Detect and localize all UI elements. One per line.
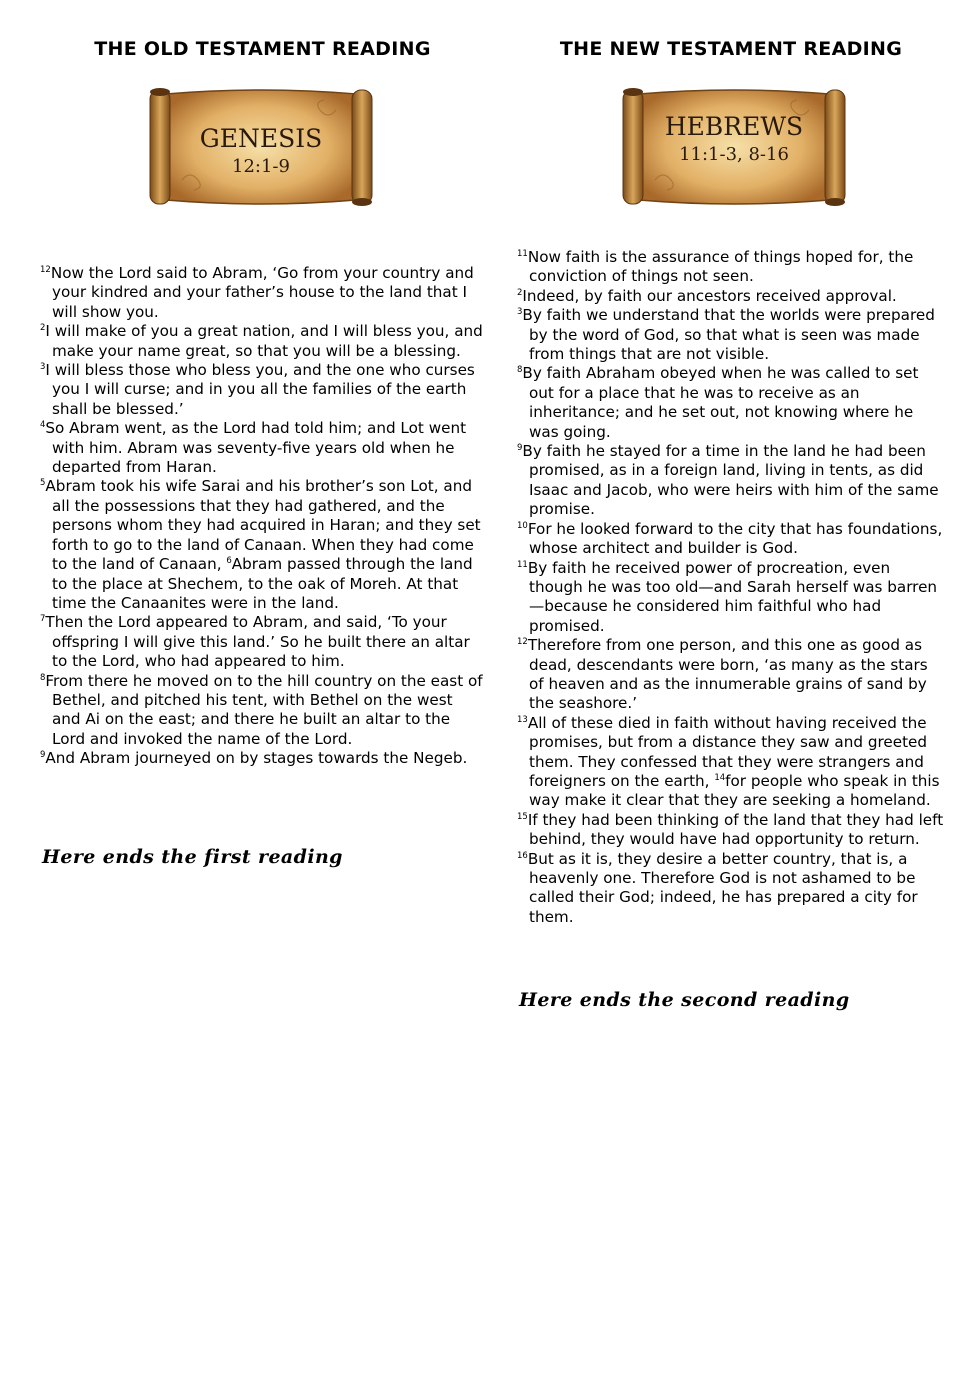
verse-text: By faith he received power of procreation, even though he was too old—and Sarah herself was barren—because he considered him faithful who had promised.	[527, 558, 938, 635]
verse	[40, 672, 485, 750]
verse	[40, 477, 485, 613]
verse	[517, 287, 945, 306]
verse-text: Abram took his wife Sarai and his brother’s son Lot, and all the possessions that they had gathered, and the persons whom they had acquired in Haran; and they set forth to go to the land of Canaan. When they had come to the land of Canaan,	[45, 477, 481, 574]
verse	[40, 264, 485, 322]
verse	[517, 636, 945, 714]
verse-text: From there he moved on to the hill country on the east of Bethel, and pitched his tent, with Bethel on the west and Ai on the east; and there he built an altar to the Lord and invoked the name of the Lord.	[45, 671, 483, 748]
verse-number: 4	[40, 420, 46, 431]
scroll-book-title: GENESIS	[199, 124, 323, 153]
verse-text: for people who speak in this way make it clear that they are seeking a homeland.	[529, 771, 940, 810]
verse-text: And Abram journeyed on by stages towards the Negeb.	[45, 749, 468, 768]
verse-text: Then the Lord appeared to Abram, and said, ‘To your offspring I will give this land.’ So he built there an altar to the Lord, who had appeared to him.	[45, 613, 470, 671]
verse-number: 11	[517, 249, 528, 259]
verse-number: 11	[517, 559, 528, 570]
verse	[517, 714, 945, 811]
verse-number: 16	[517, 850, 528, 861]
scroll-book-title: HEBREWS	[664, 112, 804, 141]
verse	[517, 248, 945, 287]
verse-number: 12	[40, 265, 51, 275]
second-reading-end: Here ends the second reading	[519, 989, 850, 1011]
verse-text: I will bless those who bless you, and the one who curses you I will curse; and in you all the families of the earth shall be blessed.’	[45, 361, 475, 418]
scroll-reference: 12:1-9	[232, 156, 290, 177]
verse-text: I will make of you a great nation, and I will bless you, and make your name great, so that you will be a blessing.	[45, 322, 483, 360]
first-reading-end: Here ends the first reading	[42, 846, 343, 868]
verse-text: So Abram went, as the Lord had told him; and Lot went with him. Abram was seventy-five years old when he departed from Haran.	[45, 419, 467, 477]
verse-text: Abram passed through the land to the place at Shechem, to the oak of Moreh. At that time the Canaanites were in the land.	[52, 555, 473, 612]
verse-number: 9	[40, 750, 46, 761]
verse	[40, 361, 485, 419]
new-testament-heading: THE NEW TESTAMENT READING	[559, 38, 903, 60]
verse	[40, 419, 485, 477]
verse-number: 2	[517, 287, 523, 298]
verse-number: 9	[517, 443, 523, 454]
verse	[517, 306, 945, 364]
verse	[517, 442, 945, 520]
verse-text: Now faith is the assurance of things hoped for, the conviction of things not seen.	[527, 248, 914, 286]
hebrews-scroll-image	[621, 84, 847, 210]
verse-number: 2	[40, 323, 46, 334]
verse-text: Indeed, by faith our ancestors received approval.	[522, 286, 897, 305]
genesis-scroll-image	[148, 84, 374, 210]
verse	[517, 850, 945, 928]
verse-number: 6	[226, 556, 232, 567]
verse-text: By faith Abraham obeyed when he was called to set out for a place that he was to receive as an inheritance; and he set out, not knowing where he was going.	[522, 364, 919, 441]
verse-number: 10	[517, 520, 528, 531]
verse-number: 15	[517, 811, 528, 822]
verse	[517, 811, 945, 850]
verse-number: 7	[40, 614, 46, 625]
verse	[40, 613, 485, 671]
genesis-passage	[40, 264, 485, 769]
verse	[517, 364, 945, 442]
verse	[40, 322, 485, 361]
verse-text: By faith he stayed for a time in the land he had been promised, as in a foreign land, living in tents, as did Isaac and Jacob, who were heirs with him of the same promise.	[522, 442, 939, 519]
verse-number: 13	[517, 714, 528, 725]
verse	[517, 520, 945, 559]
old-testament-heading: THE OLD TESTAMENT READING	[94, 38, 431, 60]
verse-text: Therefore from one person, and this one as good as dead, descendants were born, ‘as many as the stars of heaven and as the innumerable grains of sand by the seashore.’	[527, 636, 928, 713]
verse-text: If they had been thinking of the land that they had left behind, they would have had opportunity to return.	[527, 810, 944, 849]
verse-number: 8	[40, 672, 46, 683]
verse-number: 12	[517, 637, 528, 648]
verse-number: 5	[40, 478, 46, 489]
hebrews-passage	[517, 248, 945, 927]
verse-text: All of these died in faith without having received the promises, but from a distance they saw and greeted them. They confessed that they were strangers and foreigners on the earth,	[527, 713, 928, 790]
scroll-reference: 11:1-3, 8-16	[679, 144, 789, 165]
verse	[40, 749, 485, 768]
verse-text: Now the Lord said to Abram, ‘Go from your country and your kindred and your father’s house to the land that I will show you.	[50, 264, 474, 321]
verse-number: 8	[517, 365, 523, 376]
verse	[517, 559, 945, 637]
verse-number: 3	[40, 362, 46, 373]
verse-number: 14	[714, 772, 726, 783]
verse-text: But as it is, they desire a better country, that is, a heavenly one. Therefore God is not ashamed to be called their God; indeed, he has prepared a city for them.	[527, 849, 918, 926]
verse-text: For he looked forward to the city that has foundations, whose architect and builder is God.	[527, 519, 943, 558]
verse-number: 3	[517, 307, 523, 318]
verse-text: By faith we understand that the worlds were prepared by the word of God, so that what is seen was made from things that are not visible.	[522, 306, 935, 364]
